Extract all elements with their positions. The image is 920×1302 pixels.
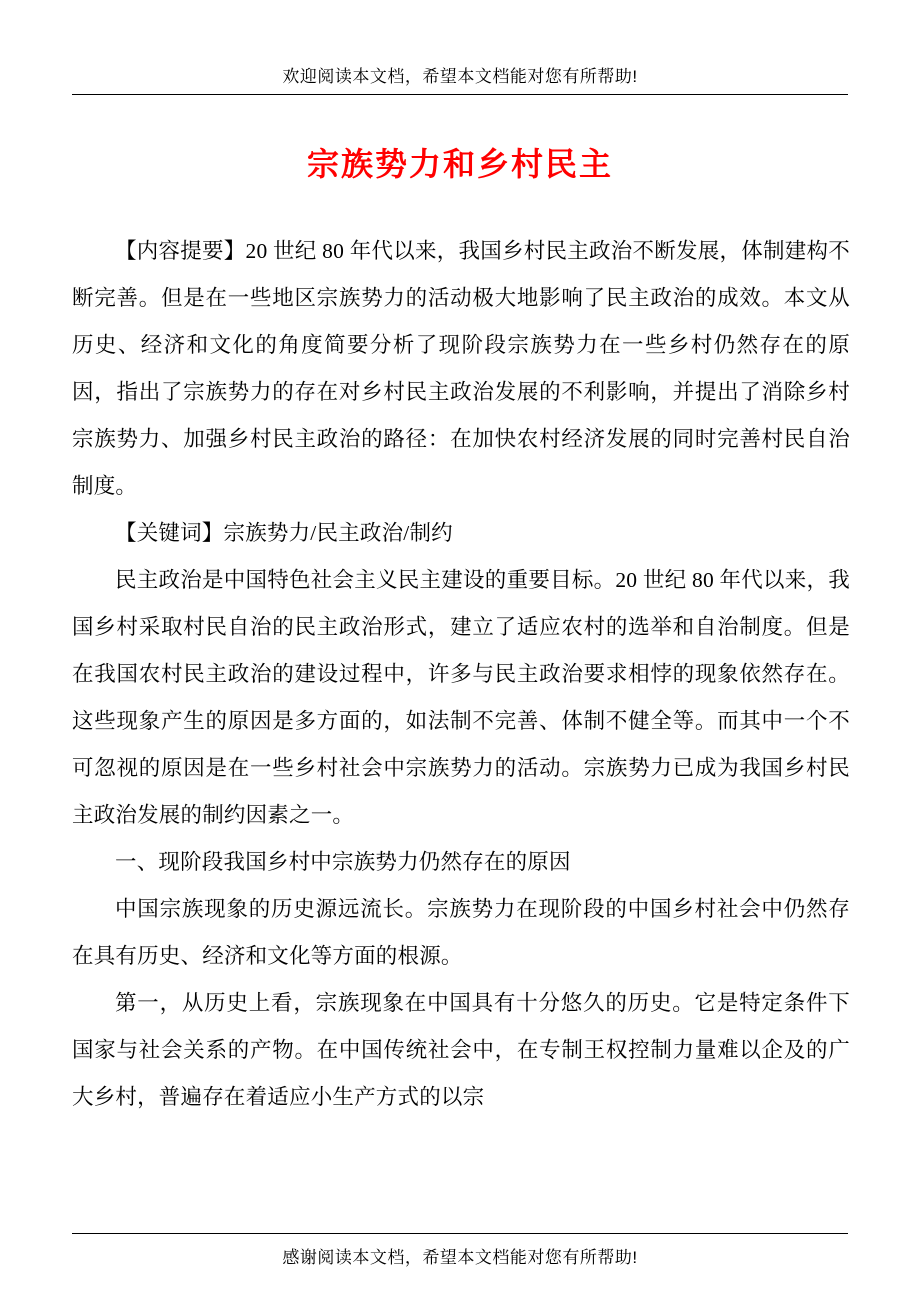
- paragraph-section-heading-one: 一、现阶段我国乡村中宗族势力仍然存在的原因: [115, 850, 571, 874]
- header-divider: [72, 94, 848, 95]
- footer-note: 感谢阅读本文档，希望本文档能对您有所帮助!: [282, 1248, 638, 1267]
- page-title: 宗族势力和乡村民主: [306, 146, 613, 183]
- paragraph-intro: 民主政治是中国特色社会主义民主建设的重要目标。20 世纪 80 年代以来，我国乡村采取村民自治的民主政治形式，建立了适应农村的选举和自治制度。但是在我国农村民主政治的建设过程中，许多与民主政治要求相悖的现象依然存在。这些现象产生的原因是多方面的，如法制不完善、体制不健全等。而其中一个不可忽视的原因是在一些乡村社会中宗族势力的活动。宗族势力已成为我国乡村民主政治发展的制约因素之一。: [72, 568, 850, 827]
- header-note: 欢迎阅读本文档，希望本文档能对您有所帮助!: [282, 67, 638, 86]
- paragraph-keywords: 【关键词】宗族势力/民主政治/制约: [115, 521, 453, 545]
- paragraph-point-one: 第一，从历史上看，宗族现象在中国具有十分悠久的历史。它是特定条件下国家与社会关系的产物。在中国传统社会中，在专制王权控制力量难以企及的广大乡村，普遍存在着适应小生产方式的以宗: [72, 991, 850, 1109]
- document-body: [72, 228, 850, 1121]
- footer-divider: [72, 1233, 848, 1234]
- paragraph-abstract: 【内容提要】20 世纪 80 年代以来，我国乡村民主政治不断发展，体制建构不断完善。但是在一些地区宗族势力的活动极大地影响了民主政治的成效。本文从历史、经济和文化的角度简要分析了现阶段宗族势力在一些乡村仍然存在的原因，指出了宗族势力的存在对乡村民主政治发展的不利影响，并提出了消除乡村宗族势力、加强乡村民主政治的路径：在加快农村经济发展的同时完善村民自治制度。: [72, 239, 850, 498]
- paragraph-section-lead: 中国宗族现象的历史源远流长。宗族势力在现阶段的中国乡村社会中仍然存在具有历史、经济和文化等方面的根源。: [72, 897, 850, 968]
